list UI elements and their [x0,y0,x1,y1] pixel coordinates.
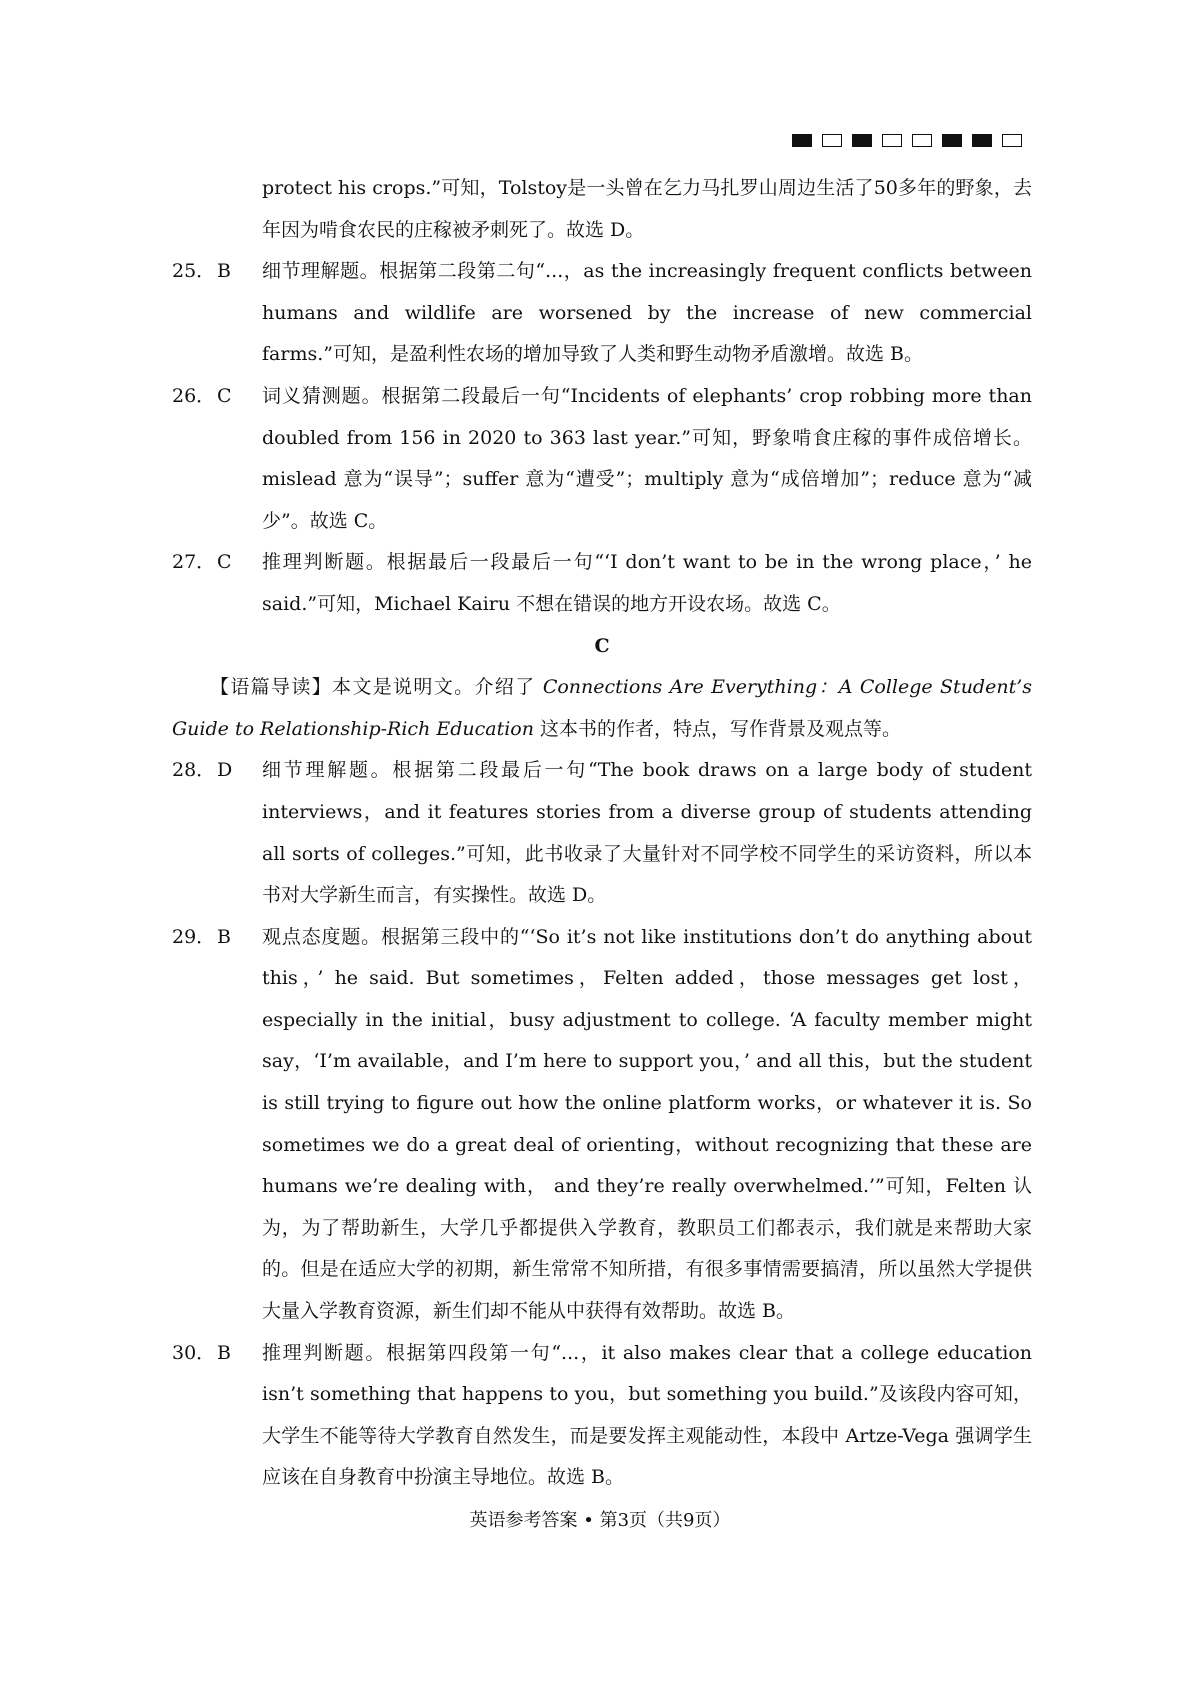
answer-letter: C [217,551,232,574]
question-number: 27． [172,551,216,574]
answer-list-2 [172,750,1032,1499]
answer-item [172,542,1032,625]
answer-list-1 [172,251,1032,625]
explanation-text: 词义猜测题。根据第二段最后一句“Incidents of elephants’ crop robbing more than doubled from 156 in 2020 to 363 last year.”可知，野象啃食庄稼的事件成倍增长。mislead 意为“误导”；suffer 意为“遭受”；multiply 意为“成倍增加”；reduce 意为“减少”。故选 C。 [262,384,1032,532]
explanation-text: 细节理解题。根据第二段最后一句“The book draws on a large body of student interviews，and it features stories from a diverse group of students attending all sorts of colleges.”可知，此书收录了大量针对不同学校不同学生的采访资料，所以本书对大学新生而言，有实操性。故选 D。 [262,759,1032,907]
empty-square-mark [1002,134,1022,147]
filled-square-mark [792,134,812,147]
answer-letter: C [217,384,232,407]
empty-square-mark [822,134,842,147]
question-number: 25． [172,260,216,283]
section-heading: C [594,634,610,657]
filled-square-mark [942,134,962,147]
question-number: 28． [172,759,216,782]
book-title: Connections Are Everything：A College Student’s Guide to Relationship-Rich Education [172,676,1032,740]
empty-square-mark [882,134,902,147]
answer-item [172,1333,1032,1499]
continuation-text: protect his crops.”可知，Tolstoy是一头曾在乞力马扎罗山周边生活了50多年的野象，去年因为啃食农民的庄稼被矛刺死了。故选 D。 [262,177,1032,241]
header-marks [792,134,1022,147]
answer-item [172,251,1032,376]
answer-item [172,750,1032,916]
answer-content [172,168,1032,1499]
answer-item [172,917,1032,1333]
explanation-text: 观点态度题。根据第三段中的“‘So it’s not like institutions don’t do anything about this，’ he said. But sometimes，Felten added，those messages get lost，especially in the initial，busy adjustment to college. ‘A faculty member might say，‘I’m available，and I’m here to support you，’ and all this，but the student is still trying to figure out how the online platform works，or whatever it is. So sometimes we do a great deal of orienting，without recognizing that these are humans we’re dealing with， and they’re really overwhelmed.’”可知，Felten 认为，为了帮助新生，大学几乎都提供入学教育，教职员工们都表示，我们就是来帮助大家的。但是在适应大学的初期，新生常常不知所措，有很多事情需要搞清，所以虽然大学提供大量入学教育资源，新生们却不能从中获得有效帮助。故选 B。 [262,925,1032,1323]
page-footer: 英语参考答案 • 第3页（共9页） [469,1510,731,1531]
explanation-text: 推理判断题。根据第四段第一句“...，it also makes clear that a college education isn’t something that happens to you，but something you build.”及该段内容可知，大学生不能等待大学教育自然发生，而是要发挥主观能动性，本段中 Artze-Vega 强调学生应该在自身教育中扮演主导地位。故选 B。 [262,1341,1032,1489]
question-number: 30． [172,1341,216,1364]
answer-letter: B [217,925,231,948]
empty-square-mark [912,134,932,147]
answer-letter: B [217,260,231,283]
answer-letter: D [217,759,233,782]
filled-square-mark [852,134,872,147]
question-number: 29． [172,925,216,948]
filled-square-mark [972,134,992,147]
passage-intro: 【语篇导读】本文是说明文。介绍了 Connections Are Everything：A College Student’s Guide to Relationship-Rich Education 这本书的作者，特点，写作背景及观点等。 [172,676,1032,740]
question-number: 26． [172,384,216,407]
explanation-text: 推理判断题。根据最后一段最后一句“‘I don’t want to be in the wrong place，’ he said.”可知，Michael Kairu 不想在错误的地方开设农场。故选 C。 [262,551,1032,615]
answer-item [172,376,1032,542]
explanation-text: 细节理解题。根据第二段第二句“...，as the increasingly frequent conflicts between humans and wildlife are worsened by the increase of new commercial farms.”可知，是盈利性农场的增加导致了人类和野生动物矛盾激增。故选 B。 [262,260,1032,366]
answer-letter: B [217,1341,231,1364]
